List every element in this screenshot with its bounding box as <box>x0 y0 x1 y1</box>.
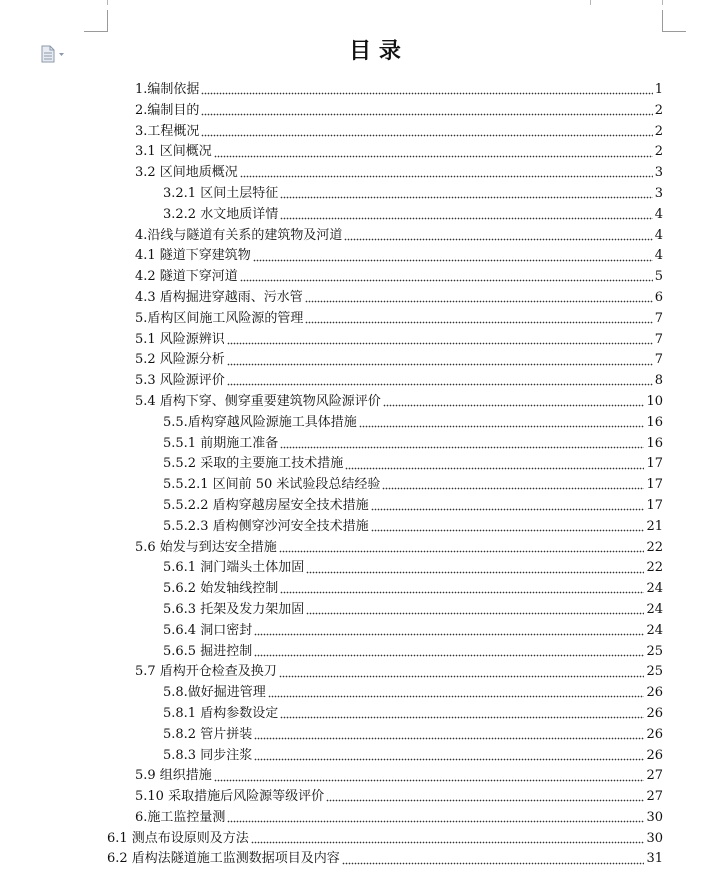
toc-entry[interactable] <box>107 642 663 663</box>
page-corner-mark <box>662 31 686 32</box>
toc-entry[interactable] <box>107 558 663 579</box>
toc-leader-dots <box>280 196 653 200</box>
toc-leader-dots <box>201 92 652 96</box>
toc-entry-label[interactable]: 5.7 盾构开仓检查及换刀 <box>135 664 277 680</box>
toc-page-number: 25 <box>646 664 663 680</box>
toc-leader-dots <box>254 737 644 741</box>
toc-page-number: 2 <box>654 144 663 160</box>
toc-entry-label[interactable]: 5.6.1 洞门端头土体加固 <box>163 560 305 576</box>
toc-page-number: 22 <box>646 560 663 576</box>
toc-page-number: 17 <box>646 477 663 493</box>
toc-entry[interactable] <box>107 288 663 309</box>
toc-entry-label[interactable]: 6.施工监控量测 <box>135 809 226 825</box>
toc-page-number: 26 <box>646 726 663 742</box>
toc-entry[interactable] <box>107 226 663 247</box>
toc-entry[interactable] <box>107 475 663 496</box>
toc-entry[interactable] <box>107 683 663 704</box>
toc-page-number: 8 <box>654 373 663 389</box>
toc-page-number: 2 <box>654 123 663 139</box>
toc-entry[interactable] <box>107 600 663 621</box>
toc-leader-dots <box>201 113 652 117</box>
toc-leader-dots <box>279 549 645 553</box>
toc-leader-dots <box>254 633 644 637</box>
toc-entry[interactable] <box>107 517 663 538</box>
toc-page-number: 25 <box>646 643 663 659</box>
toc-entry[interactable] <box>107 662 663 683</box>
toc-leader-dots <box>371 529 645 533</box>
toc-leader-dots <box>201 133 652 137</box>
toc-page-number: 4 <box>654 206 663 222</box>
toc-entry[interactable] <box>107 787 663 808</box>
toc-entry[interactable] <box>107 434 663 455</box>
toc-entry-label[interactable]: 4.2 隧道下穿河道 <box>135 269 238 285</box>
toc-entry-label[interactable]: 5.5.2.1 区间前 50 米试验段总结经验 <box>163 477 381 493</box>
toc-leader-dots <box>326 799 644 803</box>
toc-entry-label[interactable]: 5.5.2.3 盾构侧穿沙河安全技术措施 <box>163 518 369 534</box>
toc-entry-label[interactable]: 5.8.3 同步注浆 <box>163 747 253 763</box>
page-title: 目 录 <box>349 39 401 64</box>
toc-entry-label[interactable]: 5.盾构区间施工风险源的管理 <box>135 310 304 326</box>
toc-page-number: 6 <box>654 289 663 305</box>
toc-entry[interactable] <box>107 350 663 371</box>
toc-page-number: 21 <box>646 518 663 534</box>
toc-page-number: 24 <box>646 581 663 597</box>
toc-leader-dots <box>214 154 653 158</box>
toc-entry-label[interactable]: 5.8.做好掘进管理 <box>163 685 266 701</box>
toc-entry[interactable] <box>107 808 663 829</box>
toc-entry-label[interactable]: 2.编制目的 <box>135 102 200 118</box>
toc-entry[interactable] <box>107 205 663 226</box>
toc-entry-label[interactable]: 3.2 区间地质概况 <box>135 165 238 181</box>
toc-leader-dots <box>305 321 652 325</box>
toc-entry[interactable] <box>107 392 663 413</box>
toc-entry[interactable] <box>107 330 663 351</box>
toc-entry-label[interactable]: 5.1 风险源辨识 <box>135 331 225 347</box>
toc-leader-dots <box>359 425 645 429</box>
toc-leader-dots <box>382 487 644 491</box>
toc-entry[interactable] <box>107 579 663 600</box>
ruler-top <box>0 0 722 6</box>
toc-page-number: 3 <box>654 185 663 201</box>
toc-leader-dots <box>280 716 644 720</box>
toc-entry[interactable] <box>107 829 663 850</box>
toc-entry[interactable] <box>107 101 663 122</box>
toc-page-number: 16 <box>646 414 663 430</box>
toc-leader-dots <box>227 383 653 387</box>
toc-entry-label[interactable]: 6.2 盾构法隧道施工监测数据项目及内容 <box>107 851 340 867</box>
toc-entry[interactable] <box>107 80 663 101</box>
toc-entry[interactable] <box>107 163 663 184</box>
toc-page-number: 24 <box>646 622 663 638</box>
toc-page-number: 4 <box>654 248 663 264</box>
toc-entry[interactable] <box>107 413 663 434</box>
toc-entry-label[interactable]: 5.5.1 前期施工准备 <box>163 435 279 451</box>
toc-entry-label[interactable]: 5.3 风险源评价 <box>135 373 225 389</box>
toc-leader-dots <box>240 279 653 283</box>
toc-entry-label[interactable]: 5.5.2.2 盾构穿越房屋安全技术措施 <box>163 497 369 513</box>
toc-page-number: 2 <box>654 102 663 118</box>
toc-leader-dots <box>345 466 644 470</box>
toc-leader-dots <box>214 778 645 782</box>
toc-entry[interactable] <box>107 766 663 787</box>
toc-page-number: 30 <box>646 809 663 825</box>
toc-leader-dots <box>227 341 653 345</box>
toc-page-number: 1 <box>654 82 663 97</box>
toc-page-number: 27 <box>646 789 663 805</box>
toc-entry-label[interactable]: 4.沿线与隧道有关系的建筑物及河道 <box>135 227 343 243</box>
toc-entry[interactable] <box>107 621 663 642</box>
toc-entry-label[interactable]: 4.3 盾构掘进穿越雨、污水管 <box>135 289 303 305</box>
toc-page-number: 10 <box>646 393 663 409</box>
toc-entry[interactable] <box>107 122 663 143</box>
toc-leader-dots <box>371 508 645 512</box>
toc-entry[interactable] <box>107 725 663 746</box>
toc-entry-label[interactable]: 5.6.5 掘进控制 <box>163 643 253 659</box>
toc-page-number: 17 <box>646 456 663 472</box>
toc-leader-dots <box>280 591 644 595</box>
toc-entry[interactable] <box>107 184 663 205</box>
toc-entry[interactable] <box>107 849 663 870</box>
toc-page-number: 26 <box>646 747 663 763</box>
toc-leader-dots <box>279 674 645 678</box>
toc-entry-label[interactable]: 5.9 组织措施 <box>135 768 212 784</box>
toc-entry-label[interactable]: 5.2 风险源分析 <box>135 352 225 368</box>
toc-entry[interactable] <box>107 746 663 767</box>
toc-entry-label[interactable]: 5.6.3 托架及发力架加固 <box>163 601 305 617</box>
toc-page-number: 16 <box>646 435 663 451</box>
toc-page-number: 3 <box>654 165 663 181</box>
toc-entry-label[interactable]: 3.2.2 水文地质详情 <box>163 206 279 222</box>
toc-leader-dots <box>306 612 644 616</box>
toc-leader-dots <box>227 820 644 824</box>
toc-page-number: 30 <box>646 830 663 846</box>
toc-leader-dots <box>227 362 653 366</box>
toc-page-number: 31 <box>646 851 663 867</box>
toc-page-number: 22 <box>646 539 663 555</box>
toc-entry-label[interactable]: 5.8.2 管片拼装 <box>163 726 253 742</box>
toc-leader-dots <box>268 695 645 699</box>
toc-entry-label[interactable]: 5.5.盾构穿越风险源施工具体措施 <box>163 414 357 430</box>
toc-page-number: 7 <box>654 331 663 347</box>
document-dropdown-icon[interactable] <box>40 45 66 63</box>
page-corner-mark <box>662 10 663 32</box>
toc-entry[interactable] <box>107 538 663 559</box>
toc-entry[interactable] <box>107 704 663 725</box>
toc-leader-dots <box>342 861 645 865</box>
toc-entry-label[interactable]: 3.工程概况 <box>135 123 200 139</box>
toc-entry-label[interactable]: 5.8.1 盾构参数设定 <box>163 705 279 721</box>
toc-leader-dots <box>240 175 653 179</box>
toc-leader-dots <box>254 653 644 657</box>
toc-page-number: 7 <box>654 310 663 326</box>
toc-entry-label[interactable]: 5.10 采取措施后风险源等级评价 <box>135 789 325 805</box>
page-corner-mark <box>84 31 108 32</box>
toc-entry[interactable] <box>107 267 663 288</box>
toc-leader-dots <box>383 404 645 408</box>
toc-entry-label[interactable]: 5.6.2 始发轴线控制 <box>163 581 279 597</box>
toc-leader-dots <box>254 757 644 761</box>
toc-page-number: 7 <box>654 352 663 368</box>
toc-leader-dots <box>344 237 652 241</box>
toc-leader-dots <box>280 445 644 449</box>
toc-page-number: 5 <box>654 269 663 285</box>
toc-entry[interactable] <box>107 309 663 330</box>
toc-leader-dots <box>306 570 644 574</box>
table-of-contents <box>107 80 663 870</box>
toc-page-number: 26 <box>646 685 663 701</box>
toc-entry-label[interactable]: 5.6.4 洞口密封 <box>163 622 253 638</box>
toc-entry[interactable] <box>107 142 663 163</box>
toc-entry-label[interactable]: 5.6 始发与到达安全措施 <box>135 539 277 555</box>
toc-entry-label[interactable]: 3.1 区间概况 <box>135 144 212 160</box>
toc-entry-label[interactable]: 3.2.1 区间土层特征 <box>163 185 279 201</box>
toc-entry[interactable] <box>107 496 663 517</box>
toc-page-number: 27 <box>646 768 663 784</box>
toc-leader-dots <box>253 258 653 262</box>
toc-page-number: 4 <box>654 227 663 243</box>
toc-page-number: 17 <box>646 497 663 513</box>
toc-leader-dots <box>305 300 653 304</box>
toc-entry[interactable] <box>107 246 663 267</box>
toc-entry-label[interactable]: 5.4 盾构下穿、侧穿重要建筑物风险源评价 <box>135 393 381 409</box>
toc-leader-dots <box>251 840 645 844</box>
toc-entry-label[interactable]: 4.1 隧道下穿建筑物 <box>135 248 251 264</box>
toc-entry[interactable] <box>107 371 663 392</box>
toc-page-number: 24 <box>646 601 663 617</box>
toc-entry-label[interactable]: 5.5.2 采取的主要施工技术措施 <box>163 456 344 472</box>
toc-entry-label[interactable]: 1.编制依据 <box>135 82 200 97</box>
page-corner-mark <box>107 10 108 32</box>
toc-entry[interactable] <box>107 454 663 475</box>
toc-leader-dots <box>280 217 653 221</box>
toc-entry-label[interactable]: 6.1 测点布设原则及方法 <box>107 830 249 846</box>
toc-page-number: 26 <box>646 705 663 721</box>
